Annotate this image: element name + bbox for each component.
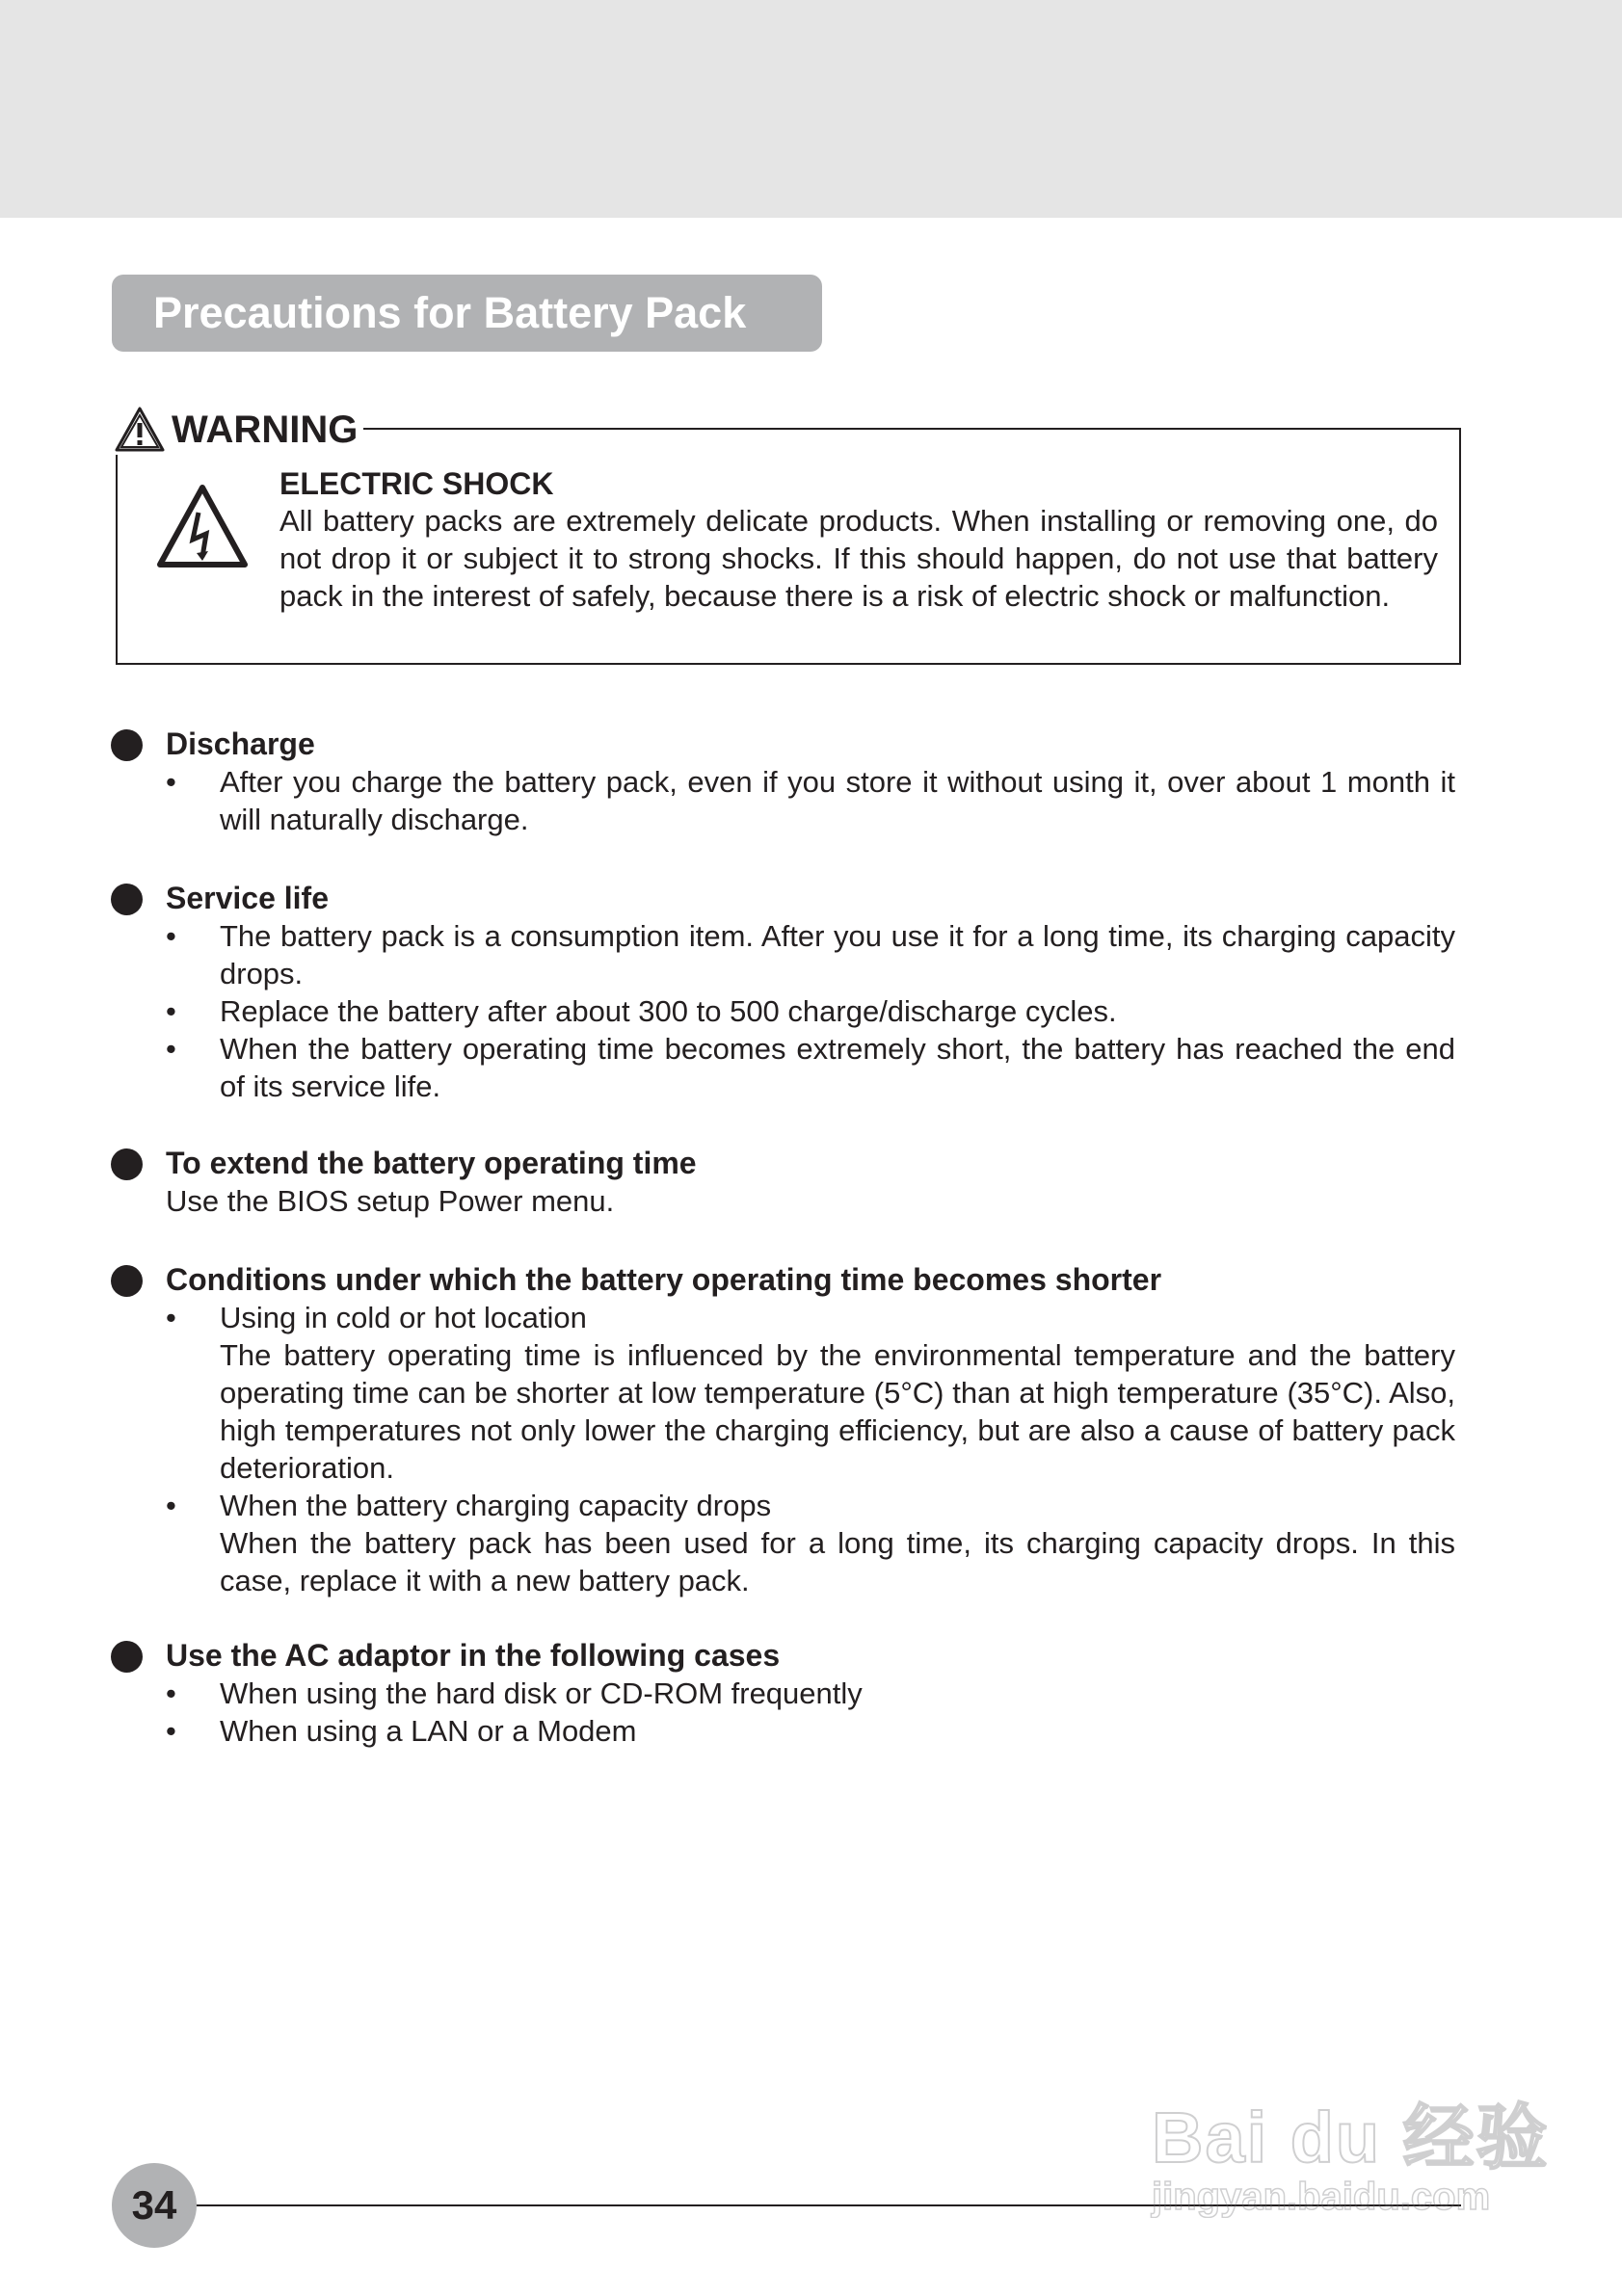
list-item [111, 917, 1455, 992]
section-title: Discharge [166, 726, 315, 761]
watermark-logo: Bai du 经验 [1152, 2098, 1550, 2177]
list-item [111, 992, 1455, 1030]
list-item-text: Replace the battery after about 300 to 500 charge/discharge cycles. [220, 994, 1117, 1028]
section-bullet-icon [111, 1265, 143, 1297]
bullet-dot: • [166, 1714, 176, 1748]
bullet-list [111, 763, 1455, 838]
section-header [111, 879, 1455, 917]
bullet-list [111, 1299, 1455, 1599]
section-header [111, 1260, 1455, 1299]
bullet-dot: • [166, 1032, 176, 1066]
section-bullet-icon [111, 729, 143, 761]
section-text: Use the BIOS setup Power menu. [166, 1184, 615, 1218]
list-item [111, 1030, 1455, 1105]
top-header-band [0, 0, 1622, 218]
section-bullet-icon [111, 884, 143, 915]
section-title: Conditions under which the battery operating time becomes shorter [166, 1262, 1162, 1297]
section [111, 1260, 1455, 1599]
page-title: Precautions for Battery Pack [112, 275, 822, 352]
section-title: Use the AC adaptor in the following cases [166, 1638, 781, 1673]
list-item-text: When using a LAN or a Modem [220, 1714, 637, 1748]
warning-triangle-icon [114, 406, 166, 454]
watermark [1152, 2052, 1550, 2245]
section-bullet-icon [111, 1641, 143, 1673]
section [111, 879, 1455, 1105]
bullet-list [111, 917, 1455, 1105]
warning-label-text: WARNING [172, 408, 359, 451]
list-item [111, 1487, 1455, 1599]
electric-shock-icon [156, 484, 249, 568]
electric-shock-heading: ELECTRIC SHOCK [279, 466, 554, 501]
page-number: 34 [112, 2163, 197, 2248]
list-item-text: After you charge the battery pack, even if you store it without using it, over about 1 month it will naturally discharge. [220, 765, 1455, 836]
section-title: Service life [166, 881, 329, 915]
section-header [111, 1144, 1455, 1182]
list-item [111, 1675, 1455, 1712]
list-item-text: The battery pack is a consumption item. After you use it for a long time, its charging capacity drops. [220, 919, 1455, 990]
section [111, 1144, 1455, 1220]
section [111, 725, 1455, 838]
bullet-dot: • [166, 919, 176, 953]
bullet-dot: • [166, 765, 176, 799]
section-header [111, 725, 1455, 763]
section-bullet-icon [111, 1148, 143, 1180]
list-item [111, 1299, 1455, 1487]
bullet-list [111, 1675, 1455, 1750]
list-item-text: The battery operating time is influenced by the environmental temperature and the battery operating time can be shorter at low temperature (5°C) than at high temperature (35°C). Also, high temperatures not only lower the charging efficiency, but are also a cause of battery pack deterioration. [220, 1338, 1455, 1485]
list-item-text: When the battery pack has been used for a long time, its charging capacity drops. In this case, replace it with a new battery pack. [220, 1526, 1455, 1597]
section-title: To extend the battery operating time [166, 1146, 697, 1180]
electric-shock-text: All battery packs are extremely delicate products. When installing or removing one, do not drop it or subject it to strong shocks. If this should happen, do not use that battery pack in the interest of safely, because there is a risk of electric shock or malfunction. [279, 504, 1438, 613]
bullet-dot: • [166, 1301, 176, 1334]
bullet-dot: • [166, 1489, 176, 1522]
warning-label [114, 405, 363, 455]
list-item-text: When using the hard disk or CD-ROM frequently [220, 1676, 863, 1710]
list-item [111, 1712, 1455, 1750]
bullet-dot: • [166, 994, 176, 1028]
list-item-text: Using in cold or hot location [220, 1301, 587, 1334]
list-item [111, 763, 1455, 838]
section-header [111, 1636, 1455, 1675]
bullet-dot: • [166, 1676, 176, 1710]
section [111, 1636, 1455, 1750]
watermark-url: jingyan.baidu.com [1152, 2176, 1491, 2218]
list-item-text: When the battery charging capacity drops [220, 1489, 772, 1522]
list-item-text: When the battery operating time becomes extremely short, the battery has reached the end of its service life. [220, 1032, 1455, 1103]
